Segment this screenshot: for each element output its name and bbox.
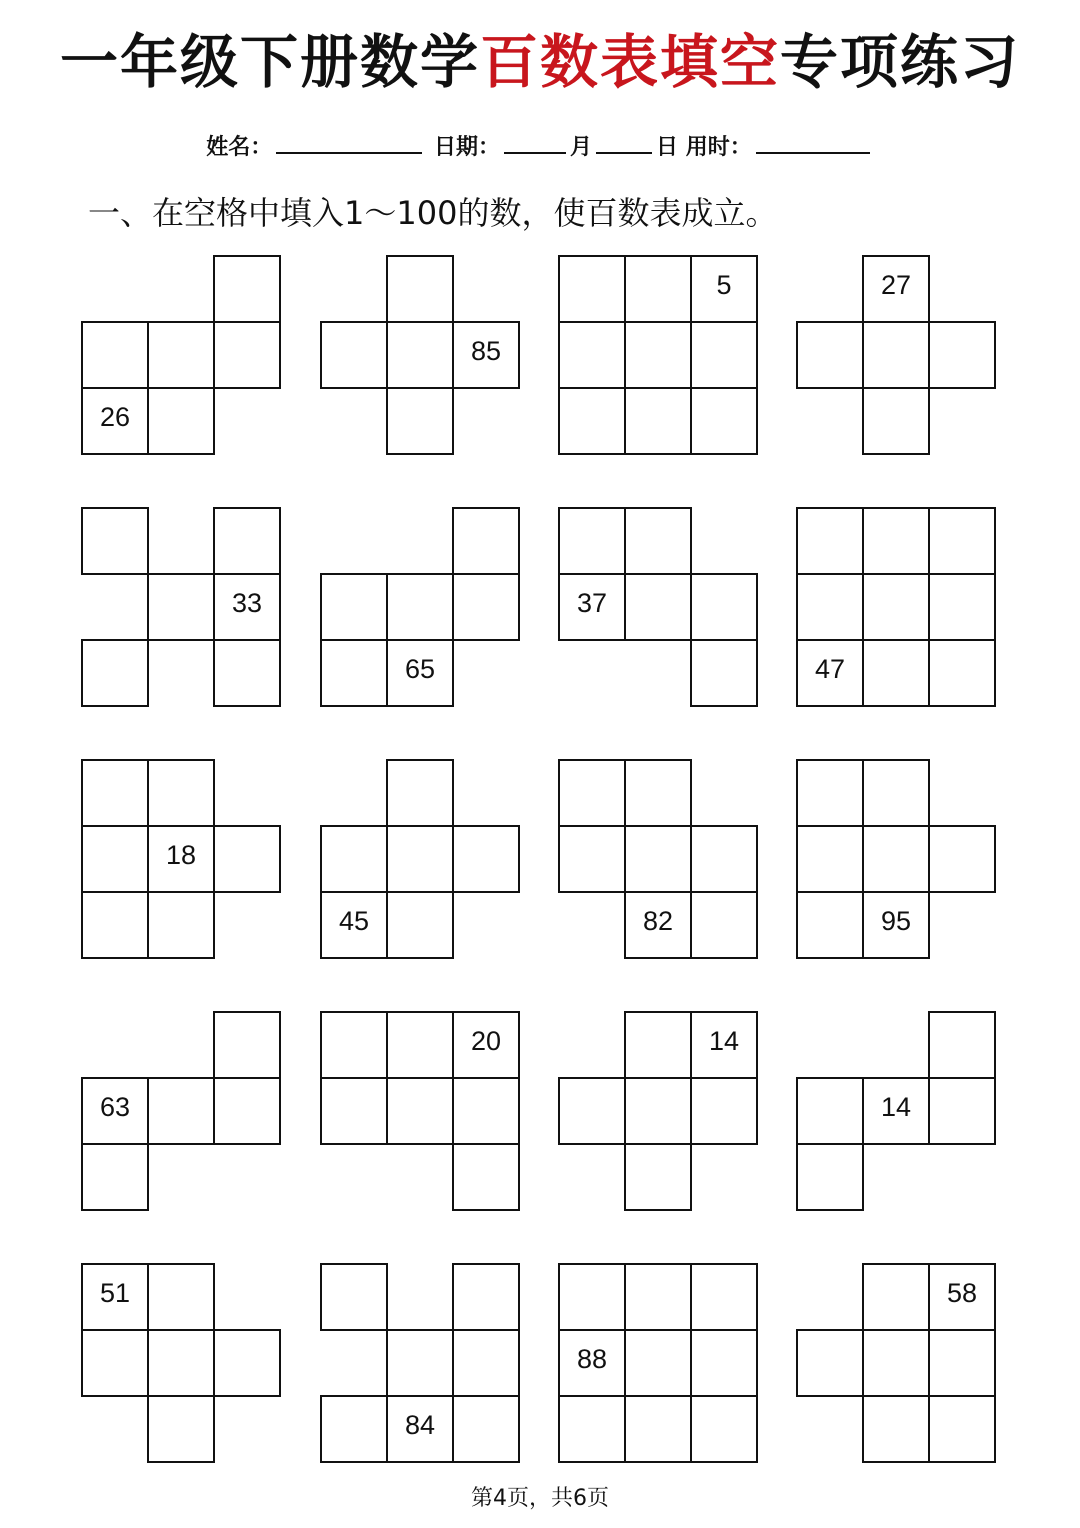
blank-cell[interactable] xyxy=(81,1329,149,1397)
blank-cell[interactable] xyxy=(624,1011,692,1079)
blank-cell[interactable] xyxy=(213,825,281,893)
blank-cell[interactable] xyxy=(624,387,692,455)
puzzle-11 xyxy=(558,759,762,963)
blank-cell[interactable] xyxy=(624,1263,692,1331)
blank-cell[interactable] xyxy=(558,255,626,323)
blank-cell[interactable] xyxy=(147,1077,215,1145)
given-number-cell: 88 xyxy=(558,1329,626,1397)
blank-cell[interactable] xyxy=(862,1263,930,1331)
blank-cell[interactable] xyxy=(558,321,626,389)
given-number-cell: 45 xyxy=(320,891,388,959)
blank-cell[interactable] xyxy=(690,639,758,707)
page-footer: 第4页，共6页 xyxy=(471,1486,609,1511)
blank-cell[interactable] xyxy=(624,1329,692,1397)
title-part1: 一年级下册数学 xyxy=(59,28,480,96)
blank-cell[interactable] xyxy=(624,1077,692,1145)
puzzle-19 xyxy=(558,1263,762,1467)
blank-cell[interactable] xyxy=(558,825,626,893)
puzzle-12 xyxy=(796,759,1000,963)
blank-cell[interactable] xyxy=(452,1263,520,1331)
blank-cell[interactable] xyxy=(624,1143,692,1211)
title-highlight: 百数表填空 xyxy=(479,28,780,96)
blank-cell[interactable] xyxy=(624,573,692,641)
given-number-cell: 85 xyxy=(452,321,520,389)
blank-cell[interactable] xyxy=(928,639,996,707)
blank-cell[interactable] xyxy=(928,825,996,893)
blank-cell[interactable] xyxy=(624,507,692,575)
time-blank[interactable] xyxy=(756,128,870,154)
time-label: 用时： xyxy=(685,135,752,160)
blank-cell[interactable] xyxy=(81,759,149,827)
day-blank[interactable] xyxy=(596,128,652,154)
blank-cell[interactable] xyxy=(690,1263,758,1331)
blank-cell[interactable] xyxy=(862,387,930,455)
blank-cell[interactable] xyxy=(147,321,215,389)
blank-cell[interactable] xyxy=(452,825,520,893)
blank-cell[interactable] xyxy=(386,573,454,641)
blank-cell[interactable] xyxy=(862,759,930,827)
blank-cell[interactable] xyxy=(147,759,215,827)
blank-cell[interactable] xyxy=(690,825,758,893)
blank-cell[interactable] xyxy=(213,1011,281,1079)
blank-cell[interactable] xyxy=(690,1077,758,1145)
blank-cell[interactable] xyxy=(213,1077,281,1145)
puzzle-9 xyxy=(81,759,285,963)
blank-cell[interactable] xyxy=(690,573,758,641)
blank-cell[interactable] xyxy=(386,1329,454,1397)
blank-cell[interactable] xyxy=(213,255,281,323)
blank-cell[interactable] xyxy=(624,759,692,827)
puzzle-7 xyxy=(558,507,762,711)
blank-cell[interactable] xyxy=(320,1011,388,1079)
blank-cell[interactable] xyxy=(386,1077,454,1145)
blank-cell[interactable] xyxy=(796,573,864,641)
blank-cell[interactable] xyxy=(624,1395,692,1463)
blank-cell[interactable] xyxy=(558,1395,626,1463)
blank-cell[interactable] xyxy=(796,891,864,959)
blank-cell[interactable] xyxy=(452,1395,520,1463)
blank-cell[interactable] xyxy=(928,573,996,641)
blank-cell[interactable] xyxy=(320,573,388,641)
given-number-cell: 82 xyxy=(624,891,692,959)
blank-cell[interactable] xyxy=(213,321,281,389)
blank-cell[interactable] xyxy=(147,891,215,959)
blank-cell[interactable] xyxy=(862,1329,930,1397)
blank-cell[interactable] xyxy=(452,1143,520,1211)
blank-cell[interactable] xyxy=(452,507,520,575)
blank-cell[interactable] xyxy=(928,321,996,389)
blank-cell[interactable] xyxy=(320,825,388,893)
blank-cell[interactable] xyxy=(320,321,388,389)
given-number-cell: 84 xyxy=(386,1395,454,1463)
blank-cell[interactable] xyxy=(558,1263,626,1331)
blank-cell[interactable] xyxy=(386,387,454,455)
blank-cell[interactable] xyxy=(796,825,864,893)
blank-cell[interactable] xyxy=(862,507,930,575)
blank-cell[interactable] xyxy=(386,255,454,323)
given-number-cell: 47 xyxy=(796,639,864,707)
given-number-cell: 58 xyxy=(928,1263,996,1331)
given-number-cell: 14 xyxy=(690,1011,758,1079)
blank-cell[interactable] xyxy=(862,321,930,389)
blank-cell[interactable] xyxy=(928,1077,996,1145)
blank-cell[interactable] xyxy=(796,759,864,827)
given-number-cell: 18 xyxy=(147,825,215,893)
given-number-cell: 33 xyxy=(213,573,281,641)
blank-cell[interactable] xyxy=(386,825,454,893)
blank-cell[interactable] xyxy=(81,507,149,575)
blank-cell[interactable] xyxy=(147,573,215,641)
blank-cell[interactable] xyxy=(213,1329,281,1397)
blank-cell[interactable] xyxy=(928,1329,996,1397)
blank-cell[interactable] xyxy=(624,255,692,323)
blank-cell[interactable] xyxy=(796,321,864,389)
blank-cell[interactable] xyxy=(213,507,281,575)
puzzle-18 xyxy=(320,1263,524,1467)
blank-cell[interactable] xyxy=(386,759,454,827)
student-info-line xyxy=(0,128,1080,165)
puzzle-8 xyxy=(796,507,1000,711)
blank-cell[interactable] xyxy=(81,825,149,893)
blank-cell[interactable] xyxy=(81,1143,149,1211)
given-number-cell: 14 xyxy=(862,1077,930,1145)
blank-cell[interactable] xyxy=(81,321,149,389)
blank-cell[interactable] xyxy=(690,1395,758,1463)
blank-cell[interactable] xyxy=(862,1395,930,1463)
given-number-cell: 5 xyxy=(690,255,758,323)
instruction-text: 一、在空格中填入1～100的数，使百数表成立。 xyxy=(88,194,778,232)
blank-cell[interactable] xyxy=(452,573,520,641)
name-label: 姓名： xyxy=(206,135,273,160)
month-blank[interactable] xyxy=(504,128,566,154)
blank-cell[interactable] xyxy=(796,1329,864,1397)
puzzle-5 xyxy=(81,507,285,711)
puzzle-15 xyxy=(558,1011,762,1215)
puzzle-1 xyxy=(81,255,285,459)
puzzle-13 xyxy=(81,1011,285,1215)
given-number-cell: 65 xyxy=(386,639,454,707)
blank-cell[interactable] xyxy=(81,891,149,959)
puzzle-6 xyxy=(320,507,524,711)
puzzle-4 xyxy=(796,255,1000,459)
blank-cell[interactable] xyxy=(558,759,626,827)
given-number-cell: 63 xyxy=(81,1077,149,1145)
given-number-cell: 51 xyxy=(81,1263,149,1331)
day-label: 日 xyxy=(656,135,679,160)
puzzle-3 xyxy=(558,255,762,459)
blank-cell[interactable] xyxy=(690,1329,758,1397)
blank-cell[interactable] xyxy=(386,321,454,389)
blank-cell[interactable] xyxy=(386,1011,454,1079)
blank-cell[interactable] xyxy=(558,1077,626,1145)
blank-cell[interactable] xyxy=(862,825,930,893)
puzzle-20 xyxy=(796,1263,1000,1467)
blank-cell[interactable] xyxy=(452,1329,520,1397)
blank-cell[interactable] xyxy=(796,1143,864,1211)
blank-cell[interactable] xyxy=(386,891,454,959)
blank-cell[interactable] xyxy=(320,1077,388,1145)
blank-cell[interactable] xyxy=(928,1395,996,1463)
puzzle-10 xyxy=(320,759,524,963)
blank-cell[interactable] xyxy=(928,1011,996,1079)
blank-cell[interactable] xyxy=(690,891,758,959)
date-label: 日期： xyxy=(433,135,500,160)
blank-cell[interactable] xyxy=(213,639,281,707)
puzzle-2 xyxy=(320,255,524,459)
name-blank[interactable] xyxy=(276,128,422,154)
puzzle-14 xyxy=(320,1011,524,1215)
blank-cell[interactable] xyxy=(690,321,758,389)
blank-cell[interactable] xyxy=(320,639,388,707)
blank-cell[interactable] xyxy=(147,1263,215,1331)
puzzle-16 xyxy=(796,1011,1000,1215)
blank-cell[interactable] xyxy=(147,1395,215,1463)
puzzle-17 xyxy=(81,1263,285,1467)
given-number-cell: 26 xyxy=(81,387,149,455)
given-number-cell: 37 xyxy=(558,573,626,641)
blank-cell[interactable] xyxy=(796,507,864,575)
blank-cell[interactable] xyxy=(558,507,626,575)
blank-cell[interactable] xyxy=(452,1077,520,1145)
blank-cell[interactable] xyxy=(320,1263,388,1331)
blank-cell[interactable] xyxy=(147,1329,215,1397)
blank-cell[interactable] xyxy=(624,321,692,389)
blank-cell[interactable] xyxy=(862,639,930,707)
blank-cell[interactable] xyxy=(862,573,930,641)
blank-cell[interactable] xyxy=(796,1077,864,1145)
month-label: 月 xyxy=(569,135,592,160)
blank-cell[interactable] xyxy=(928,507,996,575)
blank-cell[interactable] xyxy=(690,387,758,455)
page-title xyxy=(0,22,1080,102)
blank-cell[interactable] xyxy=(624,825,692,893)
blank-cell[interactable] xyxy=(558,387,626,455)
given-number-cell: 27 xyxy=(862,255,930,323)
given-number-cell: 95 xyxy=(862,891,930,959)
title-part2: 专项练习 xyxy=(780,28,1021,96)
blank-cell[interactable] xyxy=(81,639,149,707)
given-number-cell: 20 xyxy=(452,1011,520,1079)
blank-cell[interactable] xyxy=(147,387,215,455)
blank-cell[interactable] xyxy=(320,1395,388,1463)
